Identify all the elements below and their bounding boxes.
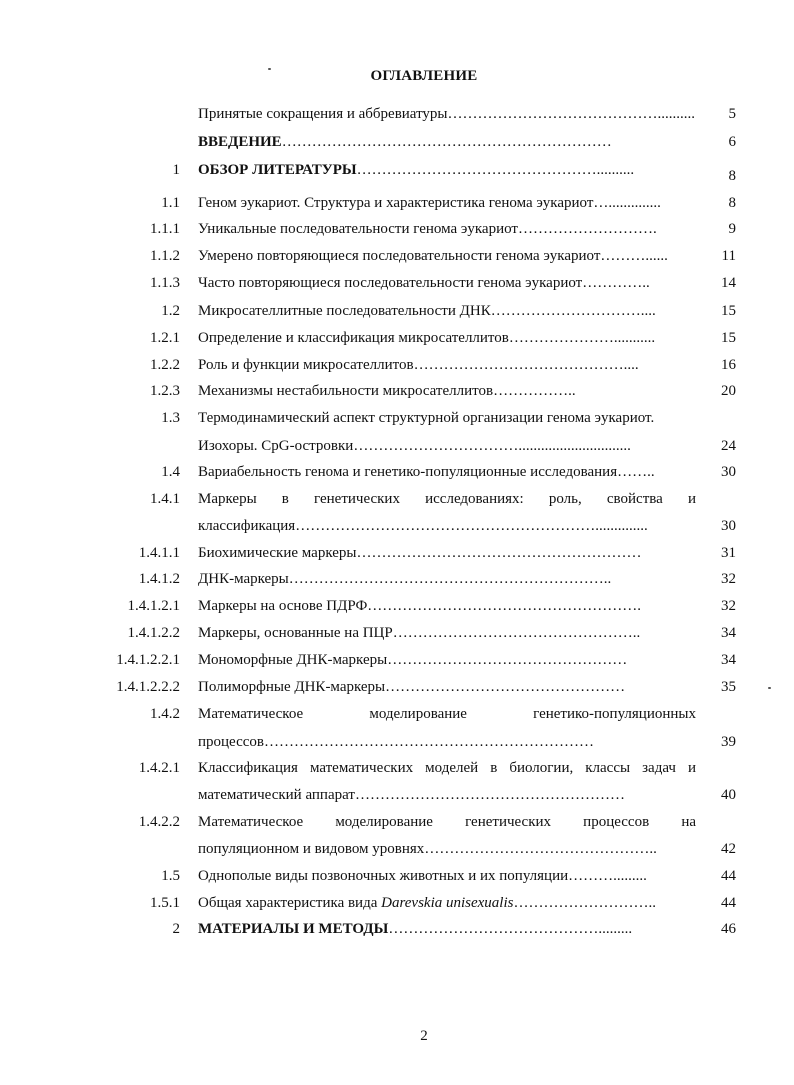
section-title: ОБЗОР ЛИТЕРАТУРЫ………………………………………….......... [198,162,635,178]
section-title: Математическое моделирование генетико-популяционных [198,706,696,722]
section-title: Мономорфные ДНК-маркеры………………………………………… [198,652,628,668]
section-title: Маркеры на основе ПДРФ………………………………………………. [198,598,642,614]
page-ref: 44 [721,895,736,911]
section-title-continued: классификация…………………………………………………….............. [198,518,648,534]
section-number: 1.2 [161,303,180,319]
section-number: 1.4.2.1 [138,760,180,776]
page-ref: 8 [728,168,736,184]
section-number: 1.2.3 [150,383,180,399]
page-ref: 46 [721,921,736,937]
section-title: Математическое моделирование генетических процессов на [198,814,696,830]
toc-entry[interactable] [0,704,794,752]
section-title-continued: процессов………………………………………………………… [198,734,594,750]
page-ref: 34 [721,652,736,668]
section-title-continued: популяционном и видовом уровнях……………………………………….. [198,841,657,857]
section-title: Вариабельность генома и генетико-популяционные исследования…….. [198,464,655,480]
page-ref: 9 [728,221,736,237]
page-ref: 35 [721,679,736,695]
section-number: 1.4.1.2.2 [127,625,180,641]
page-ref: 5 [728,106,736,122]
section-number: 1.4.1.2.2.2 [116,679,180,695]
section-number: 1.4.1 [150,491,180,507]
page-title: ОГЛАВЛЕНИЕ [370,68,478,84]
section-title: Механизмы нестабильности микросателлитов…………….. [198,383,576,399]
page-ref: 31 [721,545,736,561]
section-number: 1.4.1.2.2.1 [116,652,180,668]
page-ref: 24 [721,438,736,454]
section-title: Однополые виды позвоночных животных и их популяции………......... [198,868,647,884]
section-number: 1.4.2.2 [138,814,180,830]
section-number: 1.2.1 [150,330,180,346]
section-number: 1 [172,162,180,178]
section-number: 1.1.3 [150,275,180,291]
scan-speck [768,687,771,689]
section-number: 1.4.2 [150,706,180,722]
section-title: ВВЕДЕНИЕ………………………………………………………… [198,134,612,150]
section-title: ДНК-маркеры……………………………………………………….. [198,571,612,587]
section-title: Общая характеристика вида Darevskia unisexualis……………………….. [198,895,656,911]
page-ref: 20 [721,383,736,399]
section-title: Биохимические маркеры………………………………………………… [198,545,642,561]
toc-entry[interactable] [0,489,794,537]
section-title: Микросателлитные последовательности ДНК………………………….... [198,303,656,319]
page-ref: 32 [721,598,736,614]
section-number: 1.2.2 [150,357,180,373]
section-number: 1.4.1.1 [138,545,180,561]
page-ref: 14 [721,275,736,291]
section-title: Геном эукариот. Структура и характеристика генома эукариот….............. [198,195,661,211]
section-title: Полиморфные ДНК-маркеры………………………………………… [198,679,626,695]
section-number: 1.4.1.2.1 [127,598,180,614]
page-ref: 39 [721,734,736,750]
toc-entry[interactable] [0,758,794,806]
toc-entry[interactable] [0,408,794,456]
scan-speck [268,68,271,70]
section-number: 1.5.1 [150,895,180,911]
section-title: Определение и классификация микросателлитов…………………........... [198,330,656,346]
section-title: Принятые сокращения и аббревиатуры…………………………………….......... [198,106,696,122]
section-title-continued: математический аппарат……………………………………………… [198,787,625,803]
section-title: МАТЕРИАЛЫ И МЕТОДЫ……………………………………......... [198,921,633,937]
page-ref: 30 [721,518,736,534]
section-number: 2 [172,921,180,937]
section-title: Умерено повторяющиеся последовательности генома эукариот………...... [198,248,668,264]
page-ref: 11 [721,248,736,264]
section-title: Часто повторяющиеся последовательности генома эукариот………….. [198,275,650,291]
section-title: Маркеры в генетических исследованиях: роль, свойства и [198,491,696,507]
page-ref: 6 [728,134,736,150]
section-number: 1.3 [161,410,180,426]
section-title: Маркеры, основанные на ПЦР………………………………………….. [198,625,641,641]
section-number: 1.4 [161,464,180,480]
section-title-continued: Изохоры. CpG-островки…………………………….............................. [198,438,631,454]
page-ref: 44 [721,868,736,884]
toc-entry[interactable] [0,812,794,860]
section-number: 1.1.1 [150,221,180,237]
page-ref: 8 [728,195,736,211]
page-ref: 15 [721,303,736,319]
section-title: Классификация математических моделей в биологии, классы задач и [198,760,696,776]
page-ref: 40 [721,787,736,803]
section-number: 1.1.2 [150,248,180,264]
section-title: Термодинамический аспект структурной организации генома эукариот. [198,410,655,426]
page-ref: 16 [721,357,736,373]
page-ref: 15 [721,330,736,346]
page-ref: 34 [721,625,736,641]
page-ref: 32 [721,571,736,587]
section-number: 1.1 [161,195,180,211]
page-ref: 30 [721,464,736,480]
page-number: 2 [420,1028,428,1044]
section-number: 1.4.1.2 [138,571,180,587]
section-title: Роль и функции микросателлитов…………………………………….... [198,357,639,373]
section-title: Уникальные последовательности генома эукариот………………………. [198,221,657,237]
section-number: 1.5 [161,868,180,884]
page-ref: 42 [721,841,736,857]
